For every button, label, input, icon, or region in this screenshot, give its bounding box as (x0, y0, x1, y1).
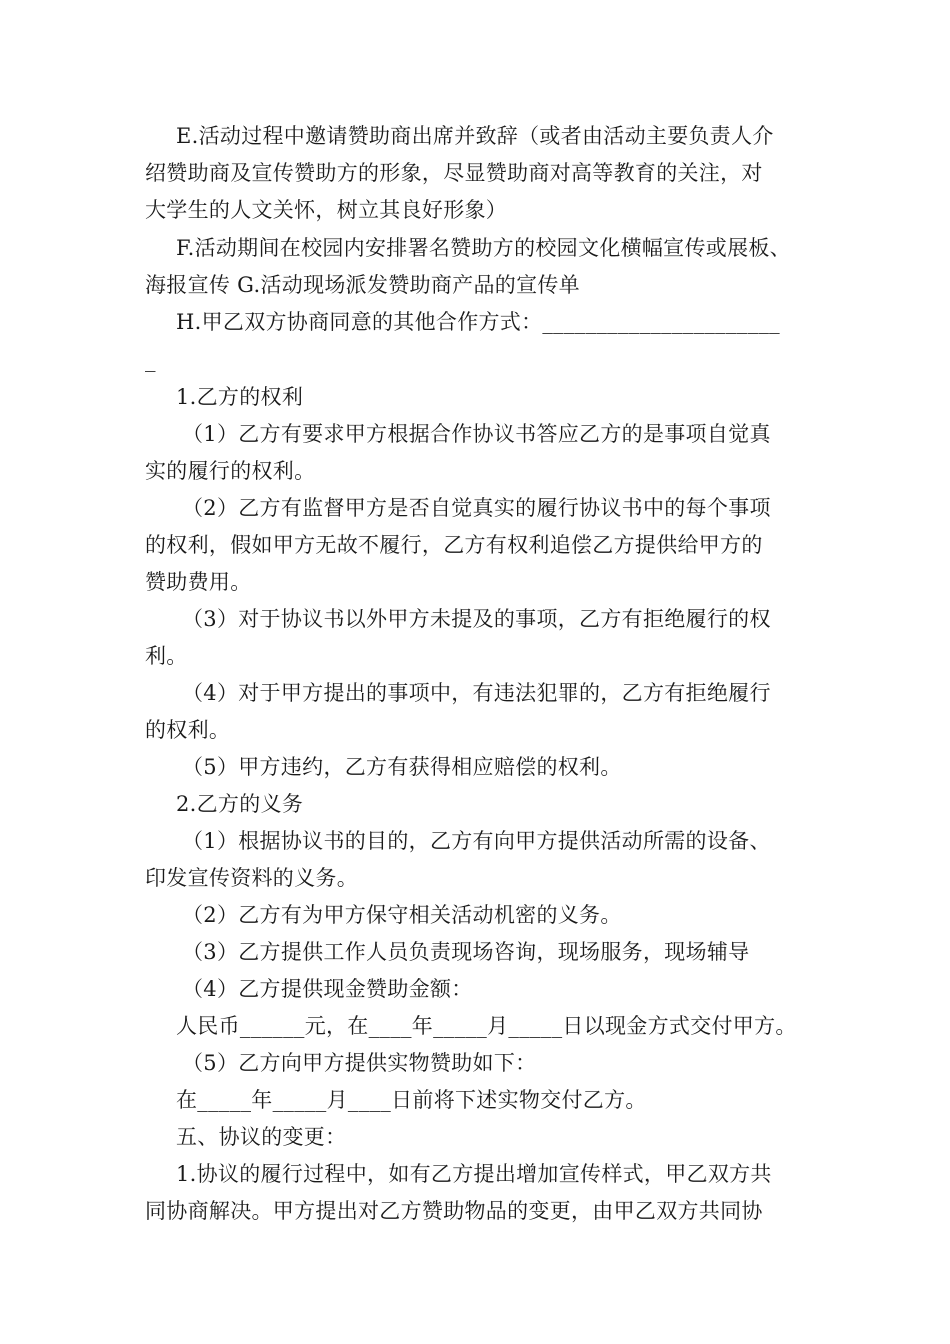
paragraph-line: 赞助费用。 (145, 570, 252, 594)
paragraph-line: 绍赞助商及宣传赞助方的形象，尽显赞助商对高等教育的关注，对 (145, 161, 763, 185)
paragraph-line: 同协商解决。甲方提出对乙方赞助物品的变更，由甲乙双方共同协 (145, 1199, 763, 1223)
section-heading: 2.乙方的义务 (176, 792, 304, 816)
paragraph-line: 的权利。 (145, 718, 231, 742)
paragraph-line: （2）乙方有为甲方保守相关活动机密的义务。 (182, 903, 622, 927)
paragraph-line: 大学生的人文关怀，树立其良好形象） (145, 198, 508, 222)
paragraph-line: 人民币______元，在____年_____月_____日以现金方式交付甲方。 (176, 1014, 797, 1038)
paragraph-line: （2）乙方有监督甲方是否自觉真实的履行协议书中的每个事项 (182, 496, 771, 520)
paragraph-line: 在_____年_____月____日前将下述实物交付乙方。 (176, 1088, 647, 1112)
paragraph-line: E.活动过程中邀请赞助商出席并致辞（或者由活动主要负责人介 (176, 124, 774, 148)
paragraph-line: 实的履行的权利。 (145, 459, 316, 483)
paragraph-line: （5）甲方违约，乙方有获得相应赔偿的权利。 (182, 755, 622, 779)
paragraph-line: （5）乙方向甲方提供实物赞助如下： (182, 1051, 537, 1075)
paragraph-line: 印发宣传资料的义务。 (145, 866, 358, 890)
paragraph-line: （1）根据协议书的目的，乙方有向甲方提供活动所需的设备、 (182, 829, 771, 853)
paragraph-line: （4）乙方提供现金赞助金额： (182, 977, 473, 1001)
paragraph-line: 利。 (145, 644, 188, 668)
paragraph-line: 的权利，假如甲方无故不履行，乙方有权利追偿乙方提供给甲方的 (145, 533, 763, 557)
paragraph-line: H.甲乙双方协商同意的其他合作方式：______________________ (176, 310, 780, 334)
paragraph-line: （3）乙方提供工作人员负责现场咨询，现场服务，现场辅导 (182, 940, 750, 964)
section-heading: 1.乙方的权利 (176, 385, 304, 409)
paragraph-line: （3）对于协议书以外甲方未提及的事项，乙方有拒绝履行的权 (182, 607, 771, 631)
paragraph-line: 海报宣传 G.活动现场派发赞助商产品的宣传单 (145, 273, 580, 297)
paragraph-line: （4）对于甲方提出的事项中，有违法犯罪的，乙方有拒绝履行 (182, 681, 771, 705)
paragraph-line: 1.协议的履行过程中，如有乙方提出增加宣传样式，甲乙双方共 (176, 1162, 772, 1186)
section-heading: 五、协议的变更： (176, 1125, 347, 1149)
paragraph-line: （1）乙方有要求甲方根据合作协议书答应乙方的是事项自觉真 (182, 422, 771, 446)
paragraph-line: _ (145, 348, 156, 372)
paragraph-line: F.活动期间在校园内安排署名赞助方的校园文化横幅宣传或展板、 (176, 236, 791, 260)
